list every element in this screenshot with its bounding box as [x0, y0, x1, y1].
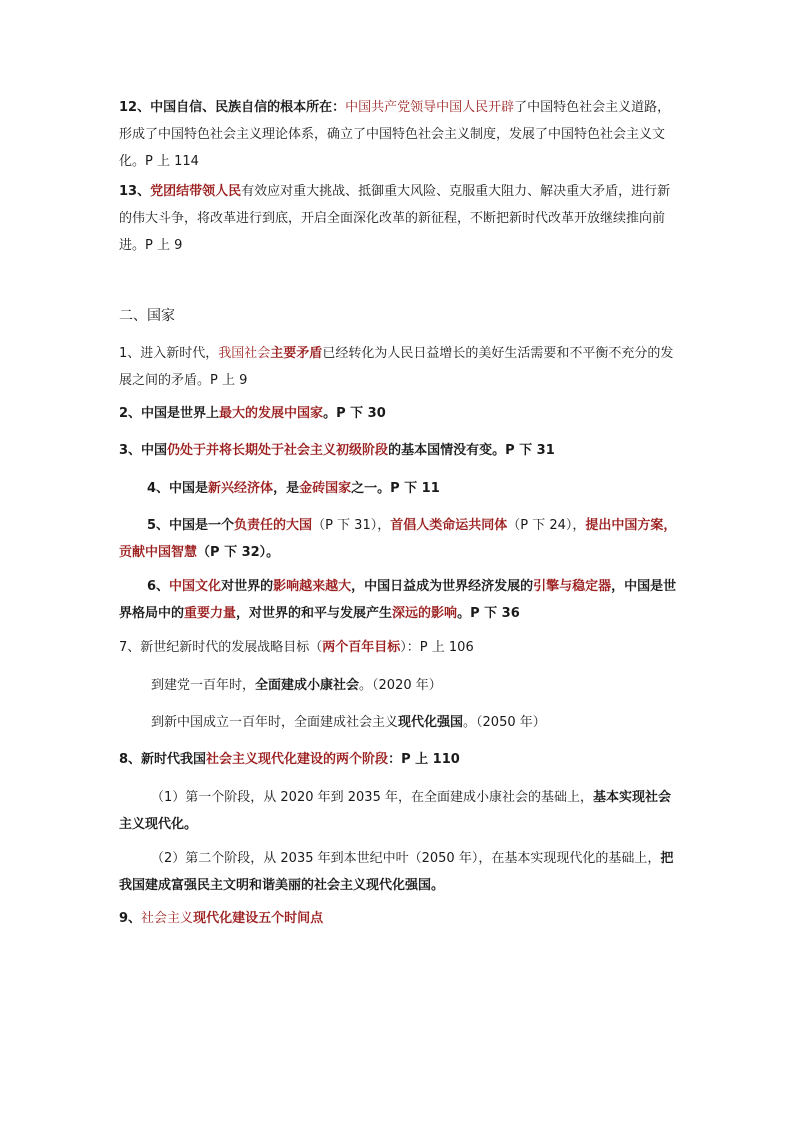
state-item-6-text-3: ，中国是世界格局中的 [119, 579, 677, 621]
state-item-4 [147, 475, 707, 502]
state-item-7-sub-1-key: 全面建成小康社会 [255, 678, 360, 693]
item-13 [119, 178, 679, 259]
state-item-9-highlight-1: 社会主义 [141, 911, 194, 926]
state-item-5 [119, 512, 679, 566]
state-item-7-lead: 7、新世纪新时代的发展战略目标（ [119, 640, 323, 655]
state-item-6-lead: 6、 [147, 579, 170, 594]
state-item-1-highlight: 我国社会 [218, 346, 271, 361]
state-item-2 [119, 400, 679, 427]
state-item-7-sub-1 [151, 672, 711, 699]
state-item-5-highlight-2: 首倡人类命运共同体 [390, 518, 508, 533]
state-item-4-mid: ，是 [273, 481, 300, 496]
item-12-lead: 中国自信、民族自信的根本所在： [150, 100, 346, 115]
state-item-4-text: 之一。P 下 11 [351, 481, 440, 496]
state-item-2-lead: 2、中国是世界上 [119, 406, 220, 421]
state-item-4-highlight-1: 新兴经济体 [208, 481, 274, 496]
state-item-9 [119, 905, 679, 932]
item-13-text: 有效应对重大挑战、抵御重大风险、克服重大阻力、解决重大矛盾，进行新的伟大斗争，将改革进行到底，开启全面深化改革的新征程，不断把新时代改革开放继续推向前进。P 上 9 [119, 184, 671, 253]
state-item-6-highlight-2: 影响越来越大 [273, 579, 352, 594]
state-item-5-highlight-3: 提出中国方案，贡献中国智慧 [119, 518, 677, 560]
state-item-7-sub-2-key: 现代化强国 [398, 715, 464, 730]
state-item-8-sub-1-key: 基本实现社会主义现代化。 [119, 790, 671, 832]
state-item-7-sub-1-lead: 到建党一百年时， [151, 678, 256, 693]
state-item-6-text-5: 。P 下 36 [457, 606, 520, 621]
state-item-3-text: 的基本国情没有变。P 下 31 [388, 443, 555, 458]
state-item-2-text: 。P 下 30 [323, 406, 386, 421]
state-item-1 [119, 340, 679, 394]
state-item-5-lead: 5、中国是一个 [147, 518, 235, 533]
state-item-4-lead: 4、中国是 [147, 481, 209, 496]
state-item-5-highlight-1: 负责任的大国 [234, 518, 313, 533]
state-item-6-text-2: ，中国日益成为世界经济发展的 [351, 579, 534, 594]
state-item-6-text-4: ，对世界的和平与发展产生 [236, 606, 393, 621]
state-item-7-sub-1-year: 。（2020 年） [359, 678, 442, 693]
state-item-8-sub-2-key: 把我国建成富强民主文明和谐美丽的社会主义现代化强国。 [119, 851, 674, 893]
item-12-highlight: 中国共产党领导中国人民开辟 [345, 100, 515, 115]
state-item-8-highlight: 社会主义现代化建设的两个阶段 [206, 752, 389, 767]
state-item-7-sub-2-year: 。（2050 年） [463, 715, 546, 730]
state-item-5-page-1: （P 下 31）， [312, 518, 391, 533]
state-item-7-sub-2 [151, 709, 711, 736]
state-item-1-text: 已经转化为人民日益增长的美好生活需要和不平衡不充分的发展之间的矛盾。P 上 9 [119, 346, 674, 388]
state-item-8 [119, 746, 679, 773]
state-item-3-lead: 3、中国 [119, 443, 168, 458]
state-item-9-lead: 9、 [119, 911, 142, 926]
state-item-8-sub-2-lead: （2）第二个阶段，从 2035 年到本世纪中叶（2050 年），在基本实现现代化的基础上， [151, 851, 661, 866]
state-item-7-text: ）：P 上 106 [400, 640, 474, 655]
item-13-highlight: 党团结带领人民 [150, 184, 242, 199]
state-item-7-highlight: 两个百年目标 [322, 640, 401, 655]
state-item-6-highlight-4: 重要力量 [184, 606, 237, 621]
state-item-6 [119, 573, 679, 627]
state-item-6-highlight-3: 引擎与稳定器 [533, 579, 612, 594]
item-12-number: 12、 [119, 100, 151, 115]
state-item-5-page-2: （P 下 24）， [507, 518, 586, 533]
state-item-3 [119, 437, 679, 464]
state-item-6-highlight-1: 中国文化 [169, 579, 222, 594]
state-item-7 [119, 634, 679, 661]
state-item-8-lead: 8、新时代我国 [119, 752, 207, 767]
state-item-5-page-3: （P 下 32）。 [197, 545, 280, 560]
item-12 [119, 94, 679, 175]
state-item-1-key: 主要矛盾 [270, 346, 323, 361]
state-item-8-sub-1-lead: （1）第一个阶段，从 2020 年到 2035 年，在全面建成小康社会的基础上， [151, 790, 593, 805]
state-item-9-highlight-2: 现代化建设五个时间点 [193, 911, 324, 926]
state-item-6-text-1: 对世界的 [221, 579, 274, 594]
state-item-6-highlight-5: 深远的影响 [392, 606, 458, 621]
state-item-7-sub-2-lead: 到新中国成立一百年时，全面建成社会主义 [151, 715, 399, 730]
state-item-8-sub-2 [119, 845, 679, 899]
state-item-1-lead: 1、进入新时代， [119, 346, 219, 361]
state-item-3-highlight: 仍处于并将长期处于社会主义初级阶段 [167, 443, 389, 458]
state-item-8-sub-1 [119, 784, 679, 838]
state-item-2-highlight: 最大的发展中国家 [219, 406, 324, 421]
state-item-8-text: ：P 上 110 [388, 752, 460, 767]
state-item-4-highlight-2: 金砖国家 [299, 481, 352, 496]
section-heading: 二、国家 [119, 308, 175, 324]
item-13-number: 13、 [119, 184, 151, 199]
item-12-text: 了中国特色社会主义道路，形成了中国特色社会主义理论体系，确立了中国特色社会主义制度，发展了中国特色社会主义文化。P 上 114 [119, 100, 671, 169]
